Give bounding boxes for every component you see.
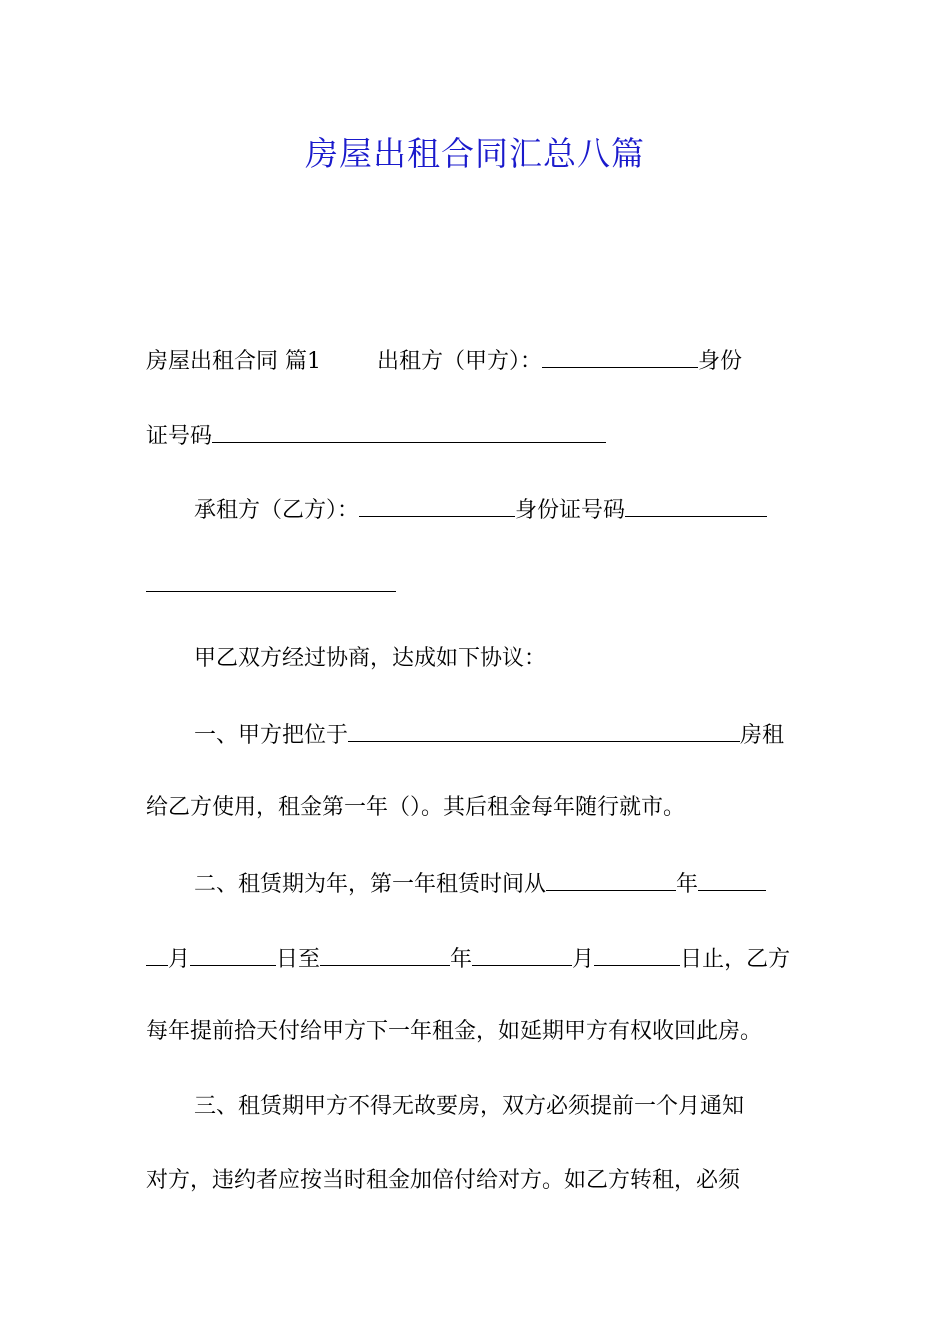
start-month-blank-cont bbox=[146, 943, 168, 966]
end-day-label: 日止，乙方 bbox=[680, 947, 791, 972]
document-title: 房屋出租合同汇总八篇 bbox=[305, 134, 645, 173]
end-month-label: 月 bbox=[572, 947, 595, 972]
contract-line-4 bbox=[146, 569, 811, 599]
clause-1-text-end: 房租 bbox=[740, 723, 785, 748]
year-label: 年 bbox=[676, 872, 699, 897]
clause-3-text: 三、租赁期甲方不得无故要房，双方必须提前一个月通知 bbox=[194, 1094, 745, 1119]
lessor-id-blank bbox=[212, 420, 606, 443]
clause-1-line-1 bbox=[146, 719, 811, 749]
id-label-start: 身份 bbox=[698, 349, 743, 374]
clause-1-text: 一、甲方把位于 bbox=[194, 723, 349, 748]
lessor-label: 出租方（甲方）： bbox=[377, 349, 543, 374]
lessee-id-label: 身份证号码 bbox=[515, 498, 626, 523]
clause-3-line-1 bbox=[146, 1092, 811, 1122]
contract-line-2 bbox=[146, 420, 811, 450]
clause-3-text-cont: 对方，违约者应按当时租金加倍付给对方。如乙方转租，必须 bbox=[146, 1168, 741, 1193]
month-label: 月 bbox=[168, 947, 191, 972]
property-address-blank bbox=[348, 719, 740, 742]
start-year-blank bbox=[546, 868, 676, 891]
contract-line-1 bbox=[146, 345, 811, 375]
end-month-blank bbox=[472, 943, 572, 966]
contract-line-3 bbox=[146, 494, 811, 524]
clause-2-line-1 bbox=[146, 868, 811, 898]
lessee-id-blank-cont bbox=[146, 569, 396, 592]
lessor-name-blank bbox=[542, 345, 698, 368]
start-day-blank bbox=[190, 943, 276, 966]
clause-1-line-2 bbox=[146, 793, 811, 823]
start-month-blank bbox=[698, 868, 766, 891]
clause-3-line-2 bbox=[146, 1166, 811, 1196]
day-to-label: 日至 bbox=[276, 947, 321, 972]
contract-heading: 房屋出租合同 篇1 bbox=[146, 349, 321, 374]
clause-2-line-3 bbox=[146, 1017, 811, 1047]
end-year-label: 年 bbox=[450, 947, 473, 972]
agreement-intro bbox=[146, 644, 811, 674]
clause-2-text: 二、租赁期为年，第一年租赁时间从 bbox=[194, 872, 547, 897]
clause-1-rent-text: 给乙方使用，租金第一年（）。其后租金每年随行就市。 bbox=[146, 795, 686, 820]
end-year-blank bbox=[320, 943, 450, 966]
end-day-blank bbox=[594, 943, 680, 966]
lessee-label: 承租方（乙方）： bbox=[194, 498, 360, 523]
lessee-name-blank bbox=[359, 494, 515, 517]
clause-2-line-2 bbox=[146, 943, 811, 973]
lessee-id-blank bbox=[625, 494, 767, 517]
id-label-end: 证号码 bbox=[146, 424, 213, 449]
agreement-intro-text: 甲乙双方经过协商，达成如下协议： bbox=[194, 646, 547, 671]
clause-2-payment-text: 每年提前拾天付给甲方下一年租金，如延期甲方有权收回此房。 bbox=[146, 1019, 763, 1044]
